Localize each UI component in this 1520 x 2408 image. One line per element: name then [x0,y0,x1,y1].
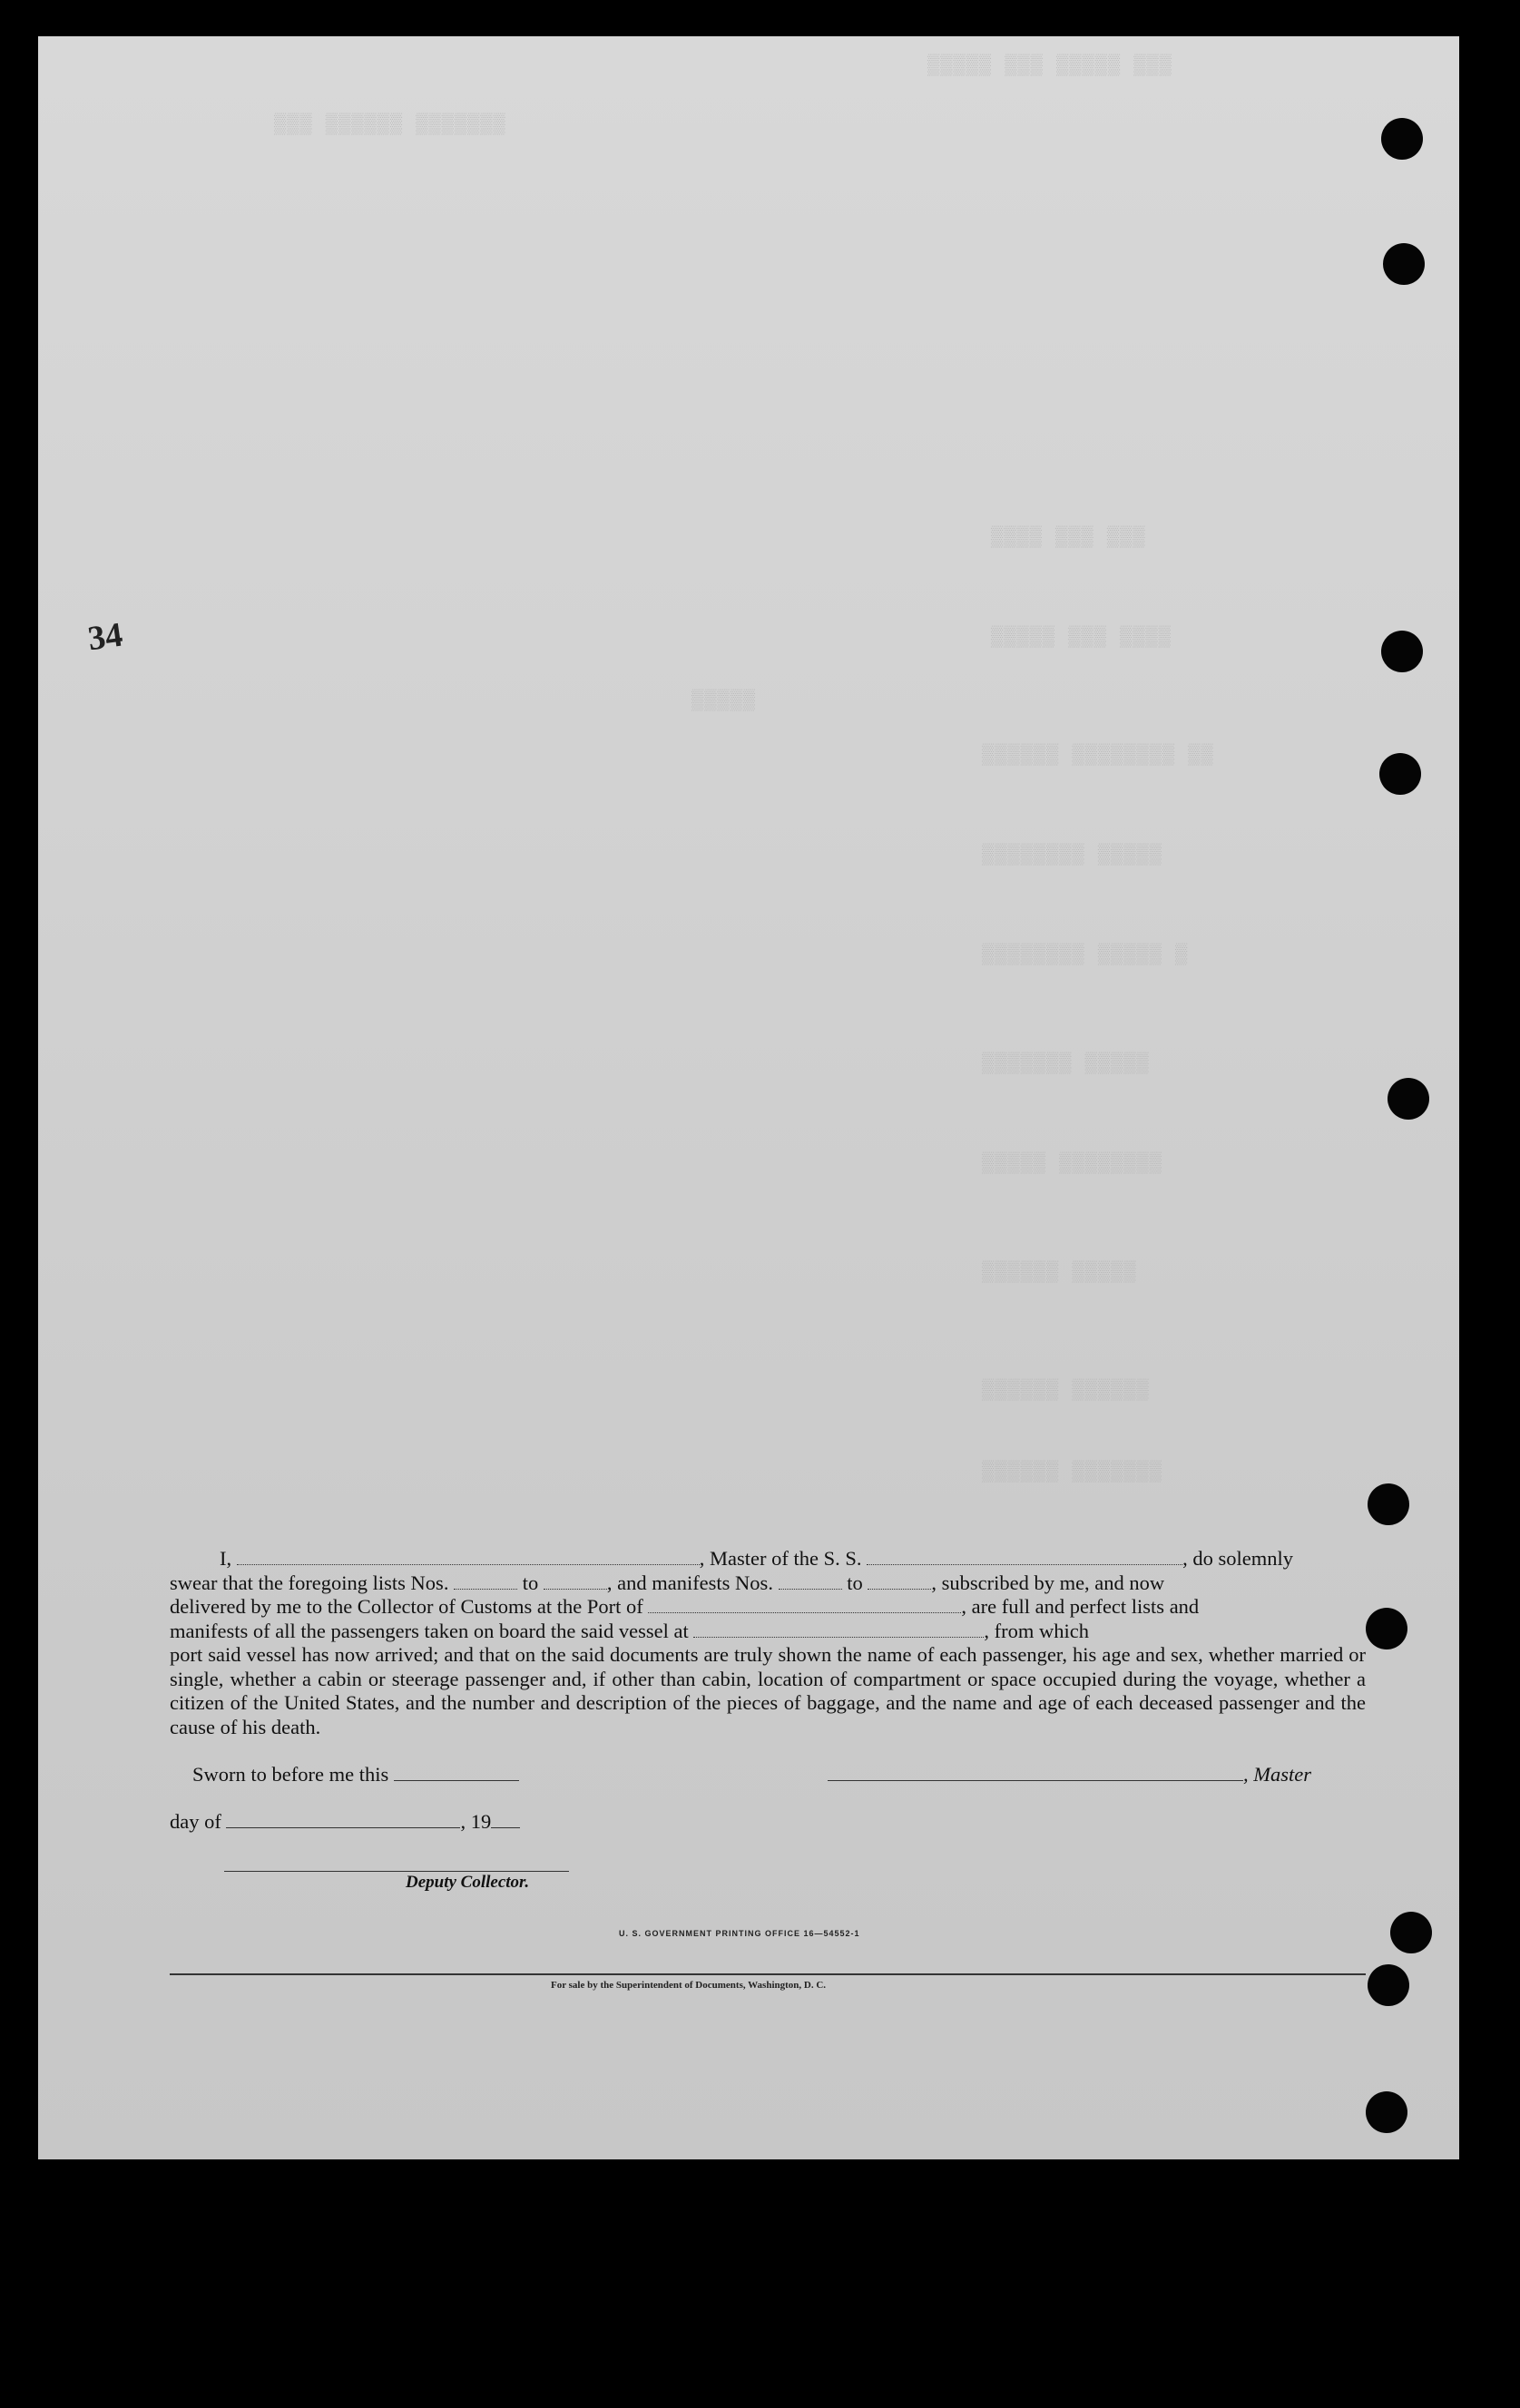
bleed-through: ▒▒▒ ▒▒▒▒▒▒ ▒▒▒▒▒▒▒ [274,113,506,136]
for-sale-line: For sale by the Superintendent of Documents, Washington, D. C. [551,1980,827,1991]
oath-rest: port said vessel has now arrived; and that on the said documents are truly shown the name of each passenger, his age and sex, whether married or single, whether a cabin or steerage passenger and, if other than cabin, location of compartment or space occupied during the voyage, whether a citizen of the United States, and the number and description of the pieces of baggage, and the name and age of each deceased passenger and the cause of his death. [170,1643,1366,1738]
punch-hole [1381,118,1423,160]
bleed-through: ▒▒▒▒▒▒ ▒▒▒▒▒ [982,1261,1137,1284]
sworn-label: Sworn to before me this [192,1763,389,1786]
port-blank[interactable] [648,1611,961,1613]
punch-hole [1368,1483,1409,1525]
master-signature-row [828,1763,1311,1786]
manifests-from-blank[interactable] [779,1588,842,1590]
oath-text [170,1547,1366,1739]
sworn-row [192,1763,519,1786]
punch-hole [1388,1078,1429,1120]
deputy-signature-line[interactable] [224,1871,569,1872]
departure-port-blank[interactable] [693,1636,984,1638]
oath-i: I, [220,1547,232,1570]
punch-hole [1381,631,1423,672]
master-name-blank[interactable] [237,1563,700,1565]
punch-hole [1366,2091,1407,2133]
bleed-through: ▒▒▒▒▒▒▒▒ ▒▒▒▒▒ [982,844,1162,866]
printing-office-line: U. S. GOVERNMENT PRINTING OFFICE 16—54552-1 [619,1929,860,1938]
manifests-to-blank[interactable] [868,1588,931,1590]
punch-hole [1390,1912,1432,1953]
oath-delivered: delivered by me to the Collector of Customs at the Port of [170,1595,643,1618]
master-signature-line[interactable] [828,1780,1243,1781]
bleed-through: ▒▒▒▒▒▒ ▒▒▒▒▒▒ [982,1379,1150,1402]
bleed-through: ▒▒▒▒▒▒▒ ▒▒▒▒▒ [982,1052,1150,1075]
oath-subscribed: , subscribed by me, and now [931,1571,1165,1594]
year-line[interactable] [491,1827,520,1828]
bleed-through: ▒▒▒▒▒ ▒▒▒ ▒▒▒▒▒ ▒▒▒ [927,54,1172,77]
day-of-row [170,1810,520,1834]
oath-solemnly: , do solemnly [1182,1547,1293,1570]
oath-from-which: , from which [984,1619,1089,1642]
ship-name-blank[interactable] [867,1563,1182,1565]
bleed-through: ▒▒▒▒▒▒ ▒▒▒▒▒▒▒▒ ▒▒ [982,744,1214,767]
year-label: , 19 [460,1810,492,1833]
day-of-line[interactable] [226,1827,460,1828]
margin-mark: 34 [85,615,125,659]
oath-manifests-all: manifests of all the passengers taken on board the said vessel at [170,1619,689,1642]
punch-hole [1383,243,1425,285]
bleed-through: ▒▒▒▒▒ ▒▒▒▒▒▒▒▒ [982,1152,1162,1175]
oath-manifests: , and manifests Nos. [606,1571,773,1594]
document-sheet [38,36,1459,2159]
oath-to2: to [847,1571,863,1594]
oath-master-of: , Master of the S. S. [699,1547,862,1570]
day-of-label: day of [170,1810,221,1833]
lists-from-blank[interactable] [454,1588,517,1590]
bleed-through: ▒▒▒▒▒▒▒▒ ▒▒▒▒▒ ▒ [982,944,1189,966]
bleed-through: ▒▒▒▒▒ ▒▒▒ ▒▒▒▒ [991,626,1172,649]
master-label: , Master [1243,1763,1311,1786]
oath-swear: swear that the foregoing lists Nos. [170,1571,449,1594]
punch-hole [1379,753,1421,795]
punch-hole [1366,1608,1407,1649]
deputy-collector-label: Deputy Collector. [406,1873,530,1892]
punch-hole [1368,1964,1409,2006]
oath-full: , are full and perfect lists and [961,1595,1200,1618]
footer-rule [170,1973,1366,1975]
sworn-date-line[interactable] [394,1780,519,1781]
lists-to-blank[interactable] [544,1588,607,1590]
oath-to1: to [522,1571,539,1594]
bleed-through: ▒▒▒▒▒ [691,690,757,712]
bleed-through: ▒▒▒▒▒▒ ▒▒▒▒▒▒▒ [982,1461,1162,1483]
bleed-through: ▒▒▒▒ ▒▒▒ ▒▒▒ [991,526,1146,549]
